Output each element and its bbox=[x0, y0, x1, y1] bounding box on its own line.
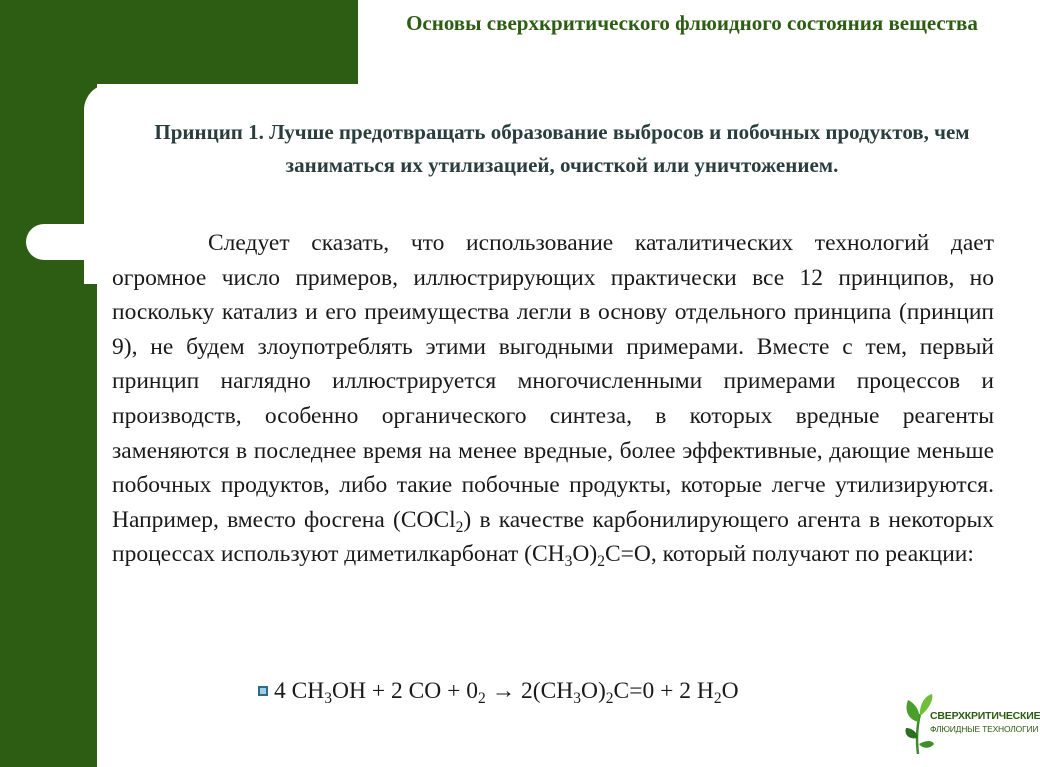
logo-line1: СВЕРХКРИТИЧЕСКИЕ bbox=[930, 710, 1040, 722]
body-mid-text: ) в качестве карбонилирующего агента в некоторых процессах используют диметилкарбонат ( bbox=[112, 506, 994, 568]
body-intro-text: Следует сказать, что использование каталитических технологий дает огромное число примеров, иллюстрирующих практически все 12 принципов, но поскольку катализ и его преимущества легли в основу отдельного принципа (принцип 9), не будем злоупотреблять этими выгодными примерами. Вместе с тем, первый принцип наглядно иллюстрируется многочисленными примерами процессов и производств, особенно органического синтеза, в которых вредные реагенты заменяются в последнее время на менее вредные, более эффективные, дающие меньше побочных продуктов, либо такие побочные продукты, которые легче утилизируются. Например, вместо фосгена ( bbox=[112, 230, 994, 533]
body-end-text: , который получают по реакции: bbox=[650, 541, 974, 568]
principle-heading: Принцип 1. Лучше предотвращать образование выбросов и побочных продуктов, чем заниматься их утилизацией, очисткой или уничтожением. bbox=[154, 120, 970, 177]
slide-title: Основы сверхкритического флюидного состояния вещества bbox=[406, 11, 978, 35]
company-logo bbox=[902, 690, 1040, 760]
dmc-formula: $CH_3O)_2C=O$ bbox=[532, 541, 651, 571]
sidebar-tab bbox=[26, 224, 106, 260]
body-paragraph bbox=[112, 226, 994, 572]
logo-wordmark bbox=[930, 710, 1040, 736]
reaction-equation: 4 $CH_3OH + 2$ CO + $0_2 \to 2(CH_3O)_2C=0 + 2$ $H_2O$ bbox=[258, 674, 898, 708]
bullet-icon bbox=[258, 686, 268, 696]
phosgene-formula: COCl$_2$ bbox=[400, 506, 464, 536]
sidebar-green-band bbox=[0, 0, 97, 767]
logo-line2: ФЛЮИДНЫЕ ТЕХНОЛОГИИ bbox=[930, 724, 1039, 734]
